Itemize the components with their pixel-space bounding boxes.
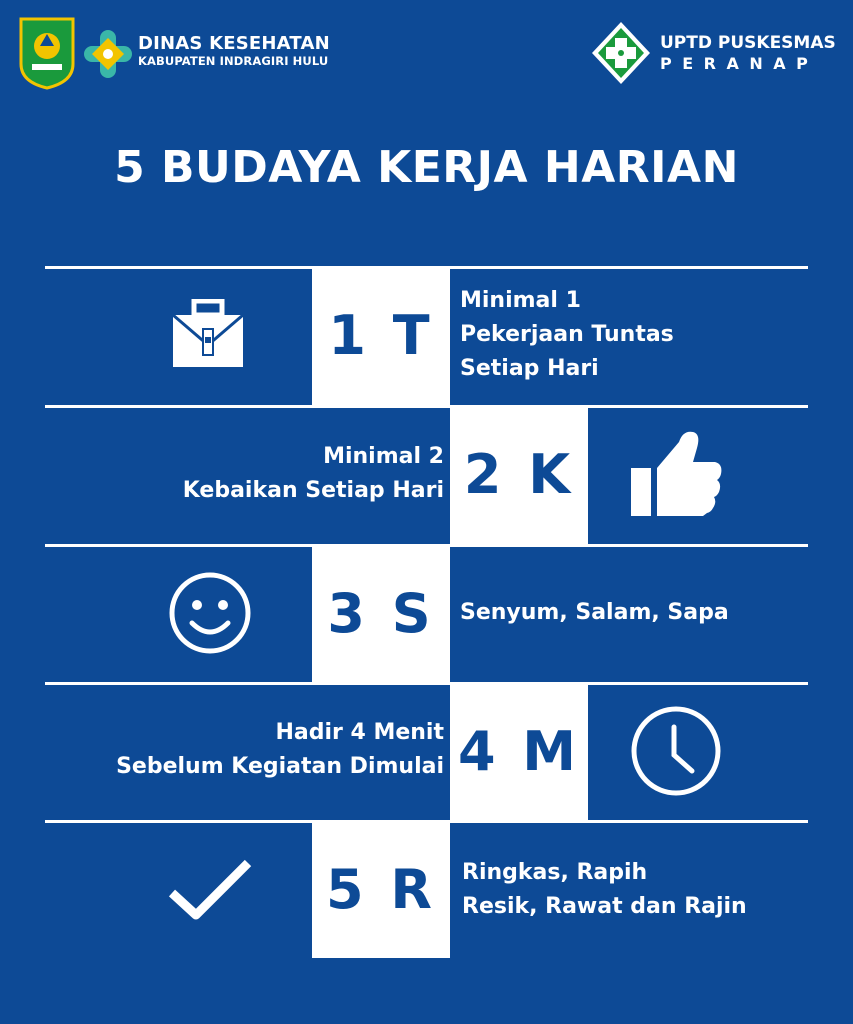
header — [0, 0, 853, 110]
code-box-3s: 3 S — [312, 544, 450, 682]
regency-crest-logo — [18, 16, 76, 90]
code-box-4m: 4 M — [450, 682, 588, 820]
code-box-2k: 2 K — [450, 405, 588, 544]
dinas-kesehatan-logo — [82, 28, 134, 80]
row-description-2k: Minimal 2 Kebaikan Setiap Hari — [182, 444, 444, 503]
checkmark-icon — [164, 852, 256, 928]
divider-line — [45, 405, 808, 408]
row-description-3s: Senyum, Salam, Sapa — [460, 600, 729, 625]
code-box-5r: 5 R — [312, 820, 450, 958]
dinas-subtitle: KABUPATEN INDRAGIRI HULU — [138, 54, 329, 68]
row-description-1t: Minimal 1 Pekerjaan Tuntas Setiap Hari — [460, 288, 674, 381]
puskesmas-text — [660, 33, 836, 75]
smiley-icon — [164, 567, 256, 659]
puskesmas-logo — [590, 20, 652, 86]
row-description-4m: Hadir 4 Menit Sebelum Kegiatan Dimulai — [116, 720, 444, 779]
thumbs-up-icon — [625, 428, 725, 520]
dinas-kesehatan-text — [138, 34, 330, 68]
dinas-title: DINAS KESEHATAN — [138, 33, 330, 54]
briefcase-icon — [160, 296, 256, 374]
page-title: 5 BUDAYA KERJA HARIAN — [114, 142, 739, 193]
divider-line — [45, 682, 808, 685]
code-box-1t: 1 T — [312, 266, 450, 405]
clock-icon — [628, 704, 724, 798]
puskesmas-subtitle: PERANAP — [660, 54, 819, 73]
row-description-5r: Ringkas, Rapih Resik, Rawat dan Rajin — [462, 860, 747, 919]
puskesmas-title: UPTD PUSKESMAS — [660, 33, 836, 53]
